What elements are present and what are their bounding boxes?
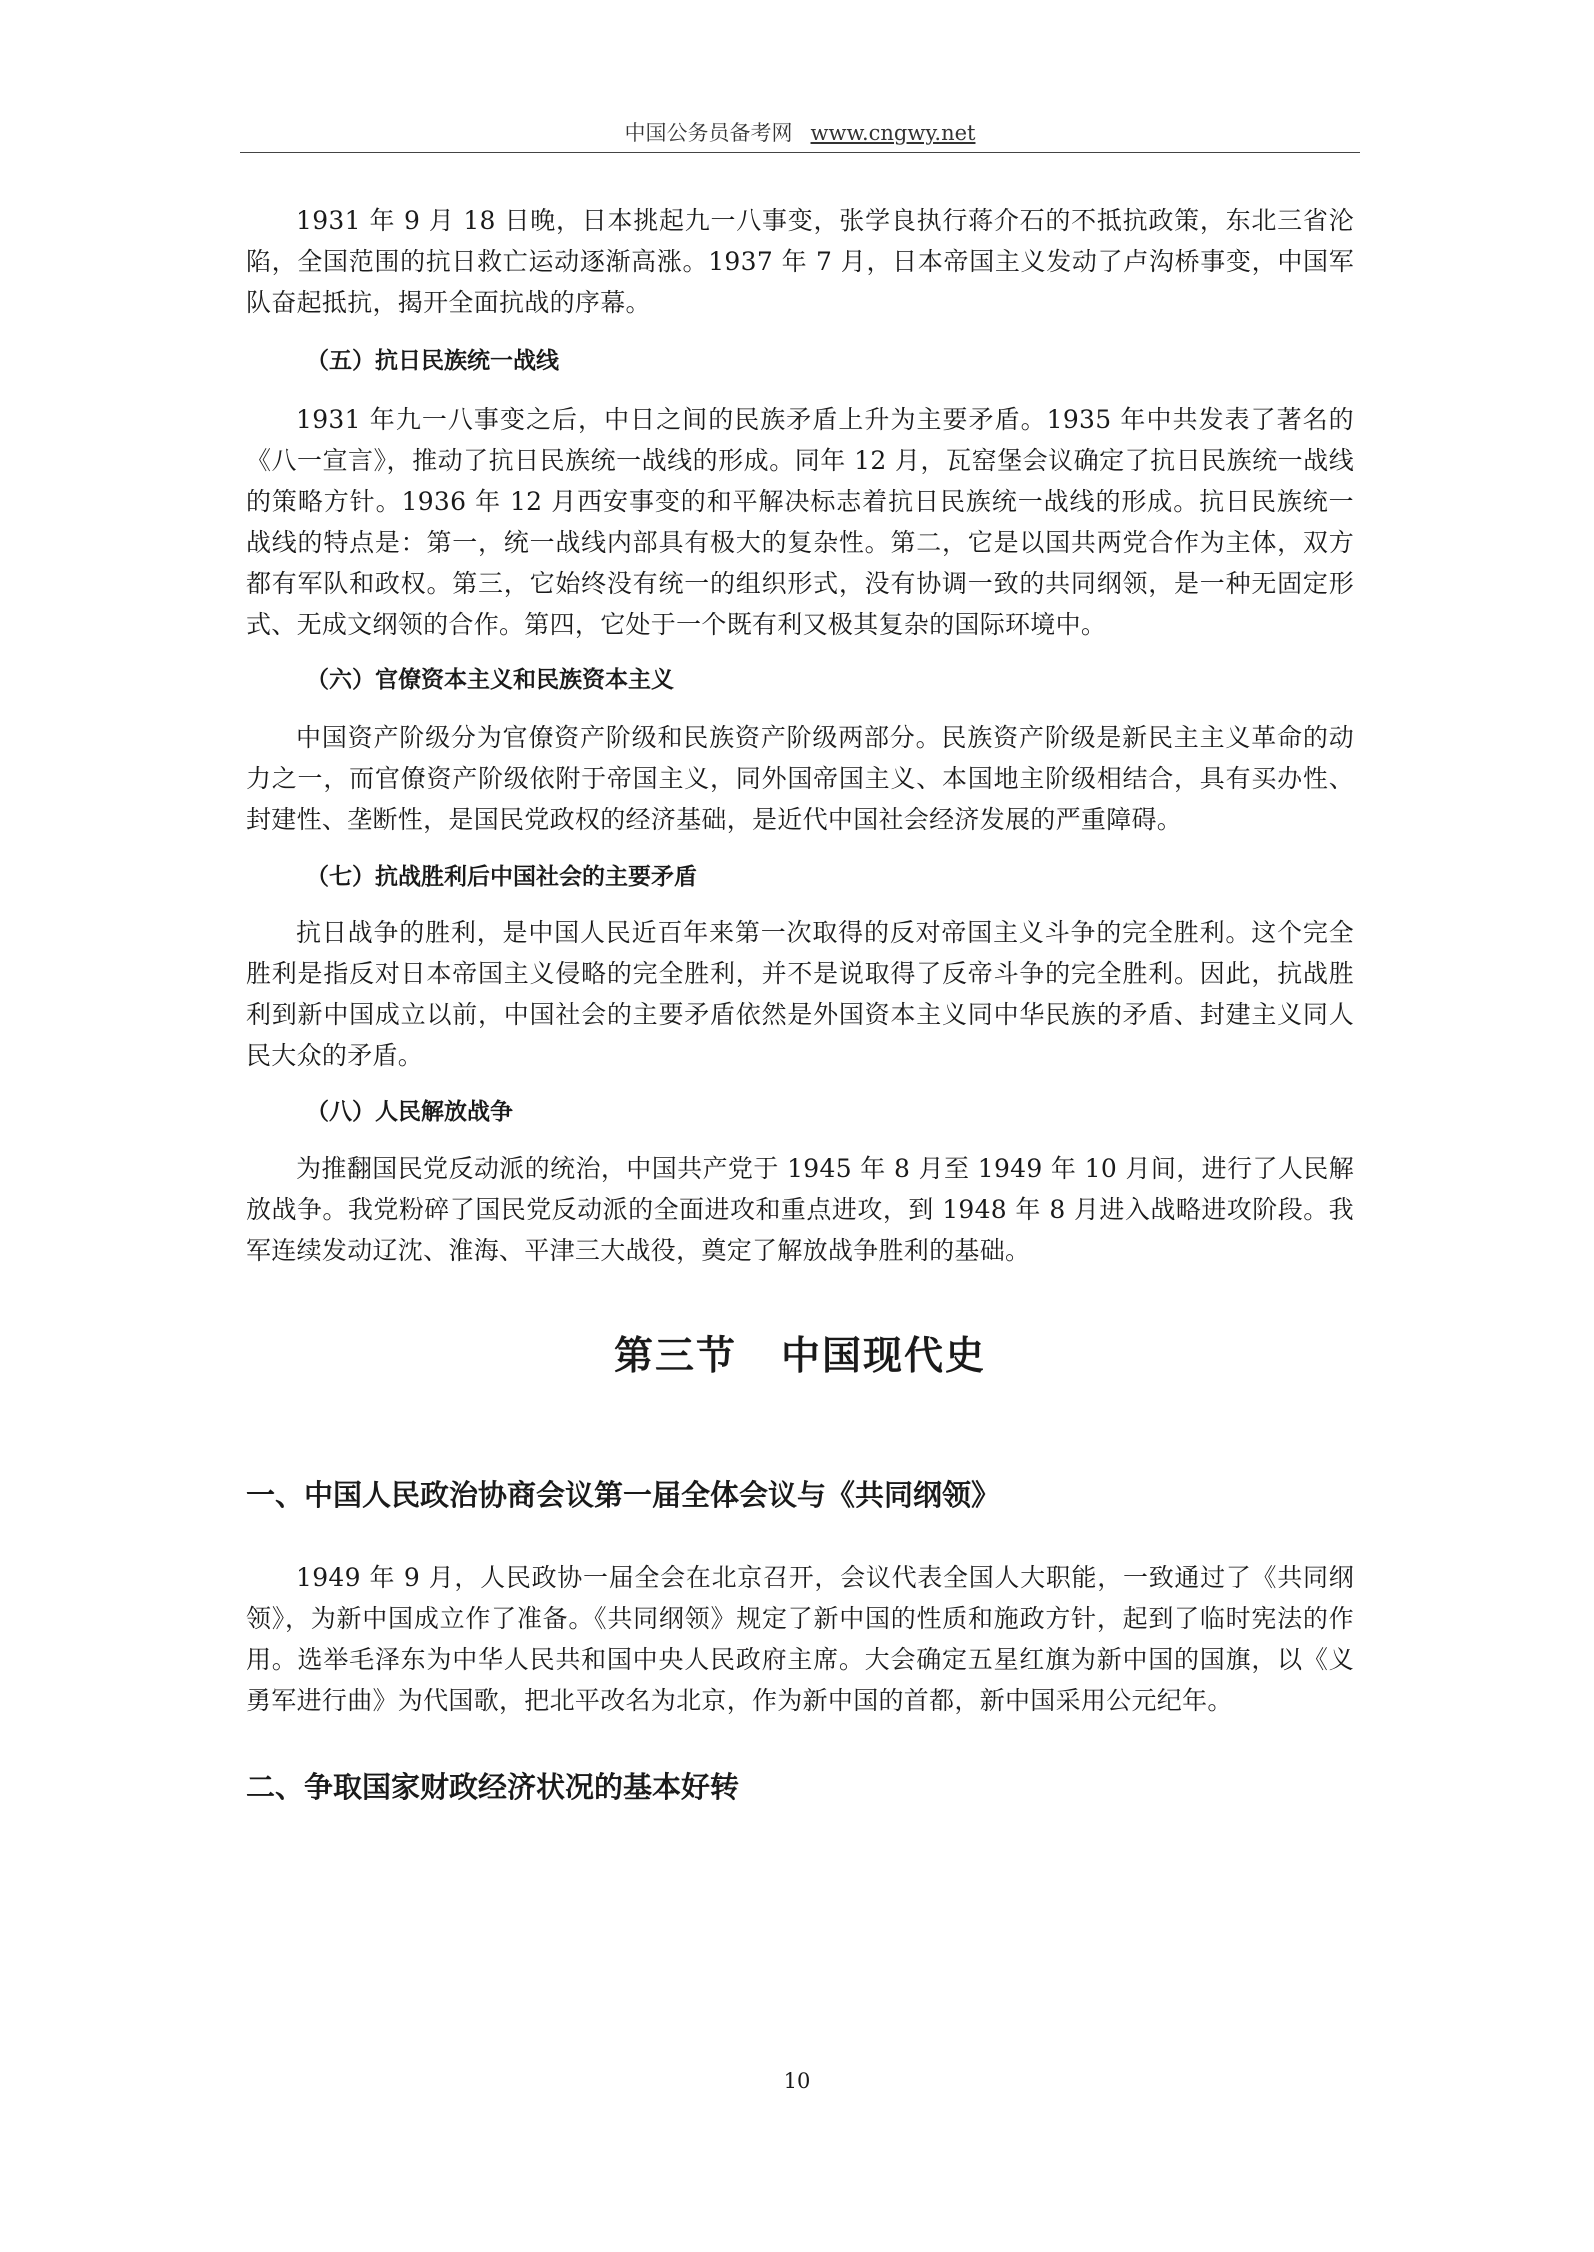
heading-cppcc: 一、中国人民政治协商会议第一届全体会议与《共同纲领》 — [246, 1478, 1001, 1512]
subheading-liberation-war: （八）人民解放战争 — [306, 1099, 513, 1125]
subheading-capitalism: （六）官僚资本主义和民族资本主义 — [306, 667, 674, 693]
heading-finance: 二、争取国家财政经济状况的基本好转 — [246, 1770, 740, 1804]
page-number: 10 — [783, 2069, 811, 2093]
section-name: 中国现代史 — [781, 1334, 987, 1379]
header-rule — [240, 152, 1360, 153]
subheading-anti-japanese-front: （五）抗日民族统一战线 — [306, 348, 559, 374]
paragraph-united-front: 1931 年九一八事变之后，中日之间的民族矛盾上升为主要矛盾。1935 年中共发表了著名的《八一宣言》，推动了抗日民族统一战线的形成。同年 12 月，瓦窑堡会议确定了抗日民族统一战线的策略方针。1936 年 12 月西安事变的和平解决标志着抗日民族统一战线的形成。抗日民族统一战线的特点是：第一，统一战线内部具有极大的复杂性。第二，它是以国共两党合作为主体，双方都有军队和政权。第三，它始终没有统一的组织形式，没有协调一致的共同纲领，是一种无固定形式、无成文纲领的合作。第四，它处于一个既有利又极其复杂的国际环境中。 — [246, 405, 1354, 639]
paragraph-cppcc: 1949 年 9 月，人民政协一届全会在北京召开，会议代表全国人大职能，一致通过了《共同纲领》，为新中国成立作了准备。《共同纲领》规定了新中国的性质和施政方针，起到了临时宪法的作用。选举毛泽东为中华人民共和国中央人民政府主席。大会确定五星红旗为新中国的国旗，以《义勇军进行曲》为代国歌，把北平改名为北京，作为新中国的首都，新中国采用公元纪年。 — [246, 1563, 1354, 1715]
paragraph-bourgeoisie: 中国资产阶级分为官僚资产阶级和民族资产阶级两部分。民族资产阶级是新民主主义革命的动力之一，而官僚资产阶级依附于帝国主义，同外国帝国主义、本国地主阶级相结合，具有买办性、封建性、垄断性，是国民党政权的经济基础，是近代中国社会经济发展的严重障碍。 — [246, 723, 1354, 834]
section-title — [246, 1327, 1354, 1387]
section-number: 第三节 — [613, 1334, 737, 1379]
paragraph-liberation-war: 为推翻国民党反动派的统治，中国共产党于 1945 年 8 月至 1949 年 10 月间，进行了人民解放战争。我党粉碎了国民党反动派的全面进攻和重点进攻，到 1948 年 8 月进入战略进攻阶段。我军连续发动辽沈、淮海、平津三大战役，奠定了解放战争胜利的基础。 — [246, 1154, 1354, 1265]
header-site-name: 中国公务员备考网 — [624, 121, 793, 145]
header-site-url[interactable]: www.cngwy.net — [810, 121, 976, 145]
document-body — [246, 200, 1354, 1809]
paragraph-1931: 1931 年 9 月 18 日晚，日本挑起九一八事变，张学良执行蒋介石的不抵抗政策，东北三省沦陷，全国范围的抗日救亡运动逐渐高涨。1937 年 7 月，日本帝国主义发动了卢沟桥事变，中国军队奋起抵抗，揭开全面抗战的序幕。 — [246, 206, 1354, 317]
running-header — [240, 118, 1360, 148]
subheading-main-contradiction: （七）抗战胜利后中国社会的主要矛盾 — [306, 864, 697, 890]
paragraph-victory: 抗日战争的胜利，是中国人民近百年来第一次取得的反对帝国主义斗争的完全胜利。这个完全胜利是指反对日本帝国主义侵略的完全胜利，并不是说取得了反帝斗争的完全胜利。因此，抗战胜利到新中国成立以前，中国社会的主要矛盾依然是外国资本主义同中华民族的矛盾、封建主义同人民大众的矛盾。 — [246, 918, 1354, 1070]
